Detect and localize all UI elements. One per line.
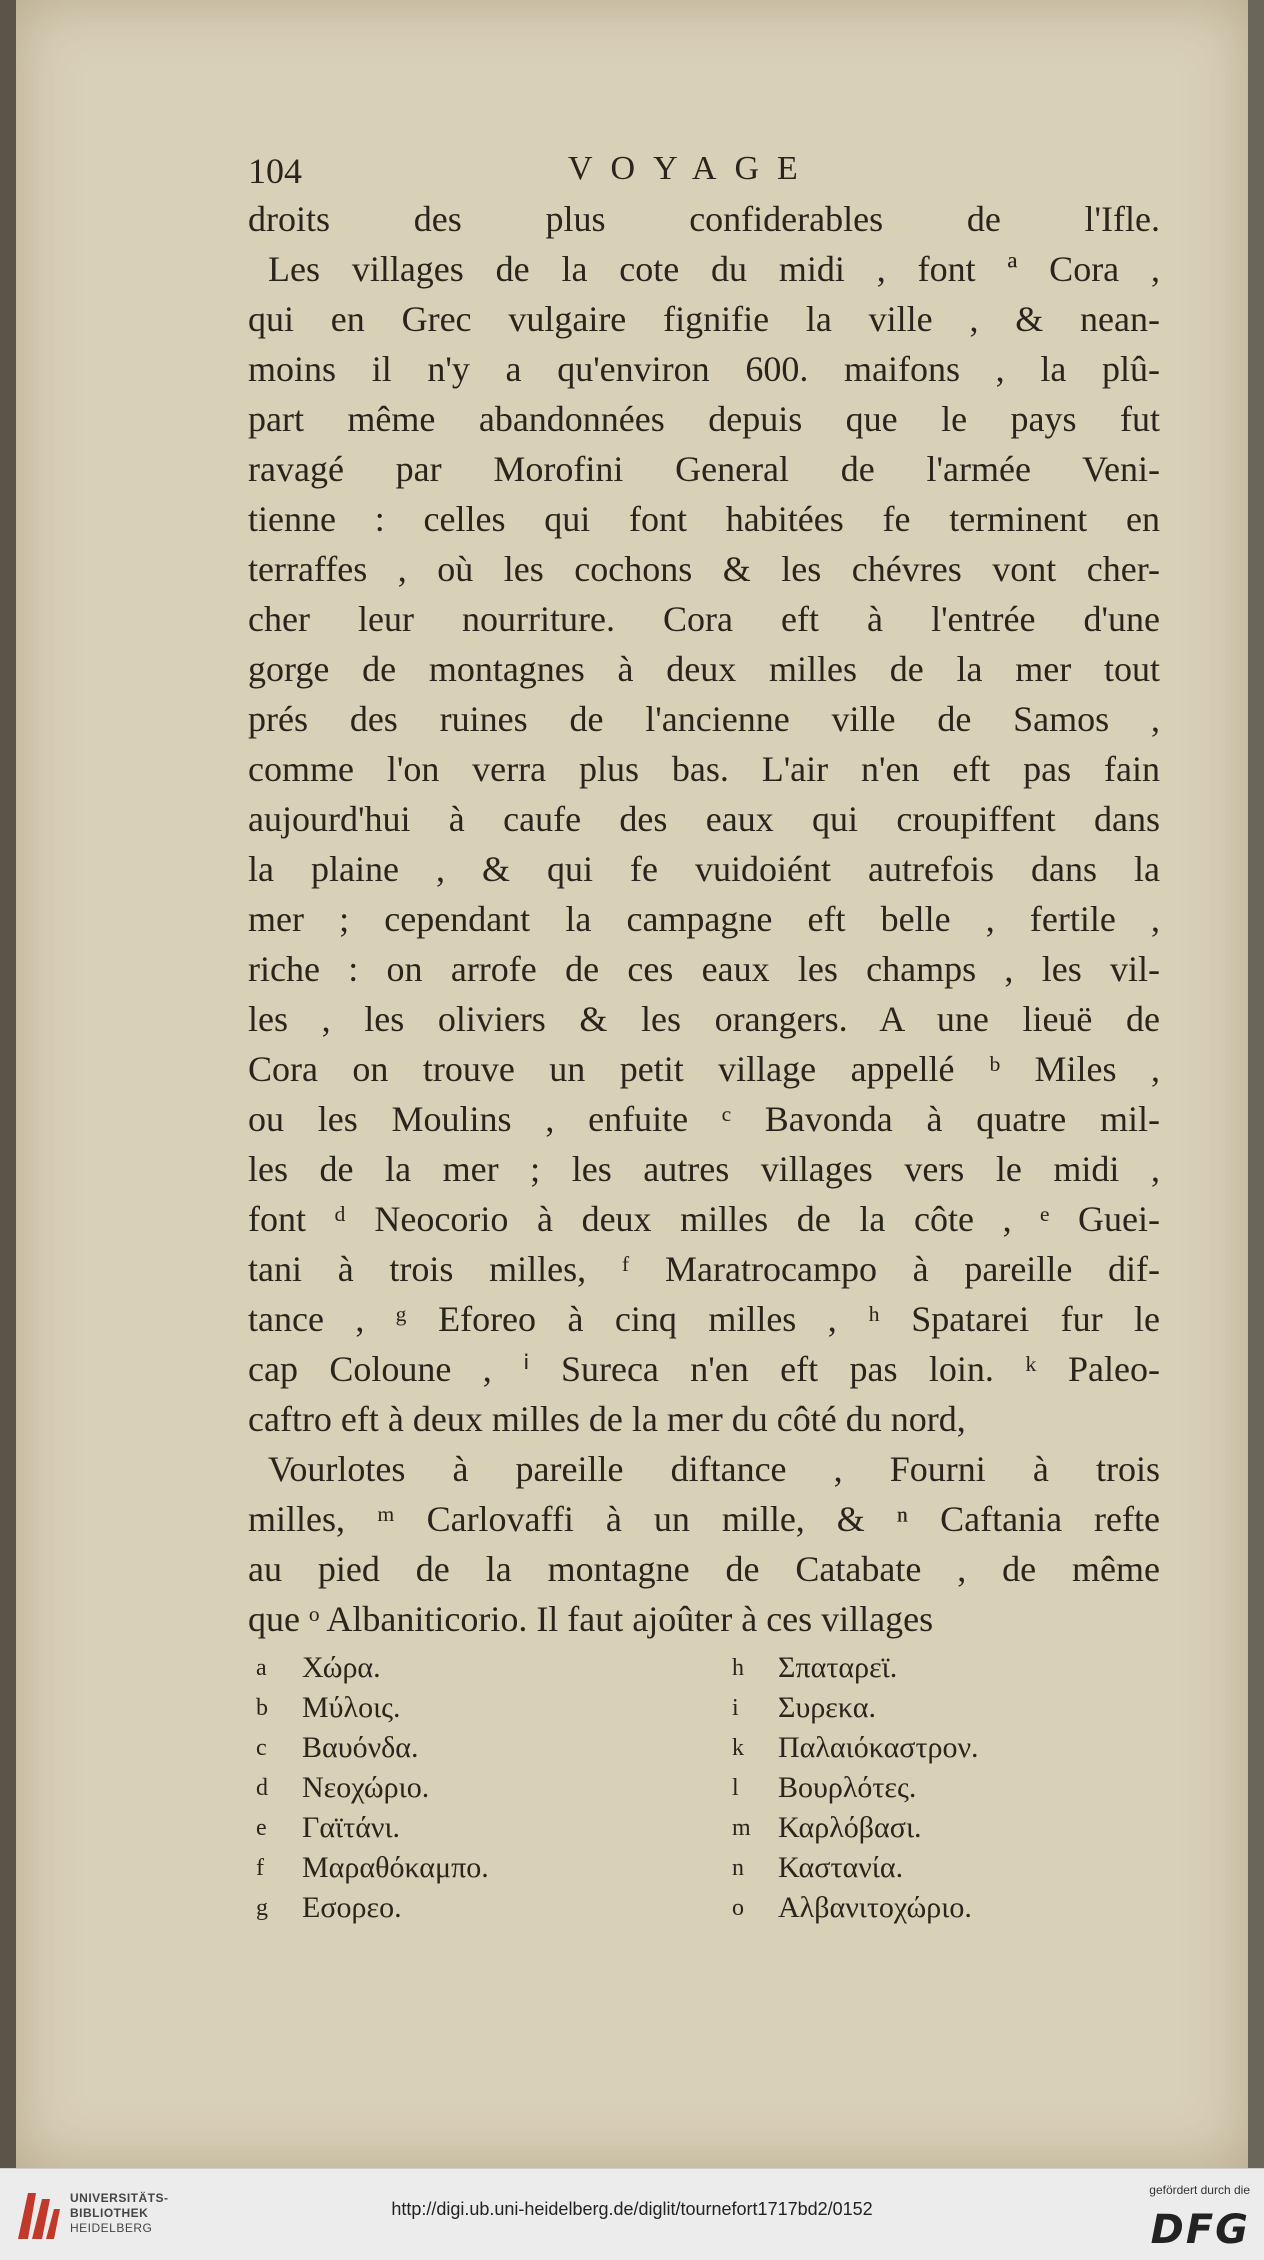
text-line: caftro eft à deux milles de la mer du côté du nord, (248, 1399, 966, 1439)
footnote (732, 1648, 1162, 1688)
text-line: ou les Moulins , enfuite ᶜ Bavonda à quatre mil- (248, 1099, 1160, 1139)
footnote (732, 1848, 1162, 1888)
footnote (256, 1768, 686, 1808)
text-line: cher leur nourriture. Cora eft à l'entrée d'une (248, 599, 1160, 639)
text-line: mer ; cependant la campagne eft belle , fertile , (248, 899, 1160, 939)
text-line: que ᵒ Albaniticorio. Il faut ajoûter à ces villages (248, 1599, 934, 1639)
text-line: Vourlotes à pareille diftance , Fourni à trois (268, 1449, 1160, 1489)
footnote-letter: d (256, 1775, 268, 1801)
footnote-text: Νεοχώριο. (302, 1771, 430, 1804)
footnote-text: Χώρα. (302, 1651, 381, 1684)
text-line: moins il n'y a qu'environ 600. maifons , la plû- (248, 349, 1160, 389)
footnote (732, 1728, 1162, 1768)
body-text (248, 194, 1160, 1644)
footnote (256, 1648, 686, 1688)
text-line: aujourd'hui à caufe des eaux qui croupiffent dans (248, 799, 1160, 839)
footnote-text: Παλαιόκαστρον. (778, 1731, 979, 1764)
footnote-letter: m (732, 1815, 751, 1841)
footnote-text: Μαραθόκαμπο. (302, 1851, 489, 1884)
footnote-text: Μύλοις. (302, 1691, 401, 1724)
dfg-logo[interactable]: DFG (1150, 2207, 1250, 2253)
text-line: au pied de la montagne de Catabate , de même (248, 1549, 1160, 1589)
funded-by-label: gefördert durch die (1149, 2183, 1250, 2197)
text-line: les de la mer ; les autres villages vers le midi , (248, 1149, 1160, 1189)
footnote (732, 1888, 1162, 1928)
footnotes-left (256, 1648, 686, 1928)
footnote-text: Βουρλότες. (778, 1771, 917, 1804)
footnote (256, 1848, 686, 1888)
page-edge-right (1248, 0, 1264, 2168)
viewer-footer (0, 2168, 1264, 2260)
footnote (256, 1688, 686, 1728)
footnote (732, 1808, 1162, 1848)
running-title: VOYAGE (568, 150, 816, 187)
footnotes-right (732, 1648, 1162, 1928)
footnote-letter: h (732, 1655, 744, 1681)
footnote (256, 1808, 686, 1848)
library-name-line: BIBLIOTHEK (70, 2206, 149, 2220)
footnote-text: Εσορεο. (302, 1891, 402, 1924)
footnote-letter: b (256, 1695, 268, 1721)
text-line: ravagé par Morofini General de l'armée Veni- (248, 449, 1160, 489)
library-name-line: HEIDELBERG (70, 2221, 153, 2235)
footnote-text: Γαϊτάνι. (302, 1811, 401, 1844)
footnote-text: Καστανία. (778, 1851, 904, 1884)
text-line: riche : on arrofe de ces eaux les champs , les vil- (248, 949, 1160, 989)
text-line: prés des ruines de l'ancienne ville de Samos , (248, 699, 1160, 739)
footnote-letter: g (256, 1895, 268, 1921)
footnote-text: Αλβανιτοχώριο. (778, 1891, 972, 1924)
footnote-text: Βαυόνδα. (302, 1731, 419, 1764)
footnote-letter: o (732, 1895, 744, 1921)
footnote (256, 1888, 686, 1928)
permalink-url[interactable]: http://digi.ub.uni-heidelberg.de/diglit/tournefort1717bd2/0152 (391, 2199, 873, 2219)
text-line: la plaine , & qui fe vuidoiént autrefois dans la (248, 849, 1160, 889)
text-line: Cora on trouve un petit village appellé ᵇ Miles , (248, 1049, 1160, 1089)
text-line: gorge de montagnes à deux milles de la mer tout (248, 649, 1160, 689)
footnote (732, 1768, 1162, 1808)
footnote-text: Σπαταρεϊ. (778, 1651, 898, 1684)
text-line: droits des plus confiderables de l'Ifle. (248, 199, 1160, 239)
footnote (256, 1728, 686, 1768)
text-line: milles, ᵐ Carlovaffi à un mille, & ⁿ Caftania refte (248, 1499, 1160, 1539)
page-edge-left (0, 0, 16, 2168)
text-line: tance , ᵍ Eforeo à cinq milles , ʰ Spatarei fur le (248, 1299, 1160, 1339)
book-page (16, 0, 1248, 2168)
text-line: part même abandonnées depuis que le pays fut (248, 399, 1160, 439)
text-line: cap Coloune , ⁱ Sureca n'en eft pas loin. ᵏ Paleo- (248, 1349, 1160, 1389)
footnote-letter: k (732, 1735, 744, 1761)
page-header (248, 150, 968, 194)
text-line: terraffes , où les cochons & les chévres vont cher- (248, 549, 1160, 589)
text-line: tani à trois milles, ᶠ Maratrocampo à pareille dif- (248, 1249, 1160, 1289)
library-name-line: UNIVERSITÄTS- (70, 2191, 169, 2205)
footnote-letter: l (732, 1775, 739, 1801)
text-line: font ᵈ Neocorio à deux milles de la côte , ᵉ Guei- (248, 1199, 1160, 1239)
footnote-letter: a (256, 1655, 267, 1681)
text-line: comme l'on verra plus bas. L'air n'en eft pas fain (248, 749, 1160, 789)
page-number: 104 (248, 151, 302, 191)
footnote-letter: n (732, 1855, 744, 1881)
footnote-text: Συρεκα. (778, 1691, 876, 1724)
footnote-letter: f (256, 1855, 264, 1881)
footnote-letter: e (256, 1815, 267, 1841)
text-line: tienne : celles qui font habitées fe terminent en (248, 499, 1160, 539)
footnote-letter: i (732, 1695, 739, 1721)
footnote-text: Καρλόβασι. (778, 1811, 922, 1844)
text-line: les , les oliviers & les orangers. A une lieuë de (248, 999, 1160, 1039)
text-line: qui en Grec vulgaire fignifie la ville , & nean- (248, 299, 1160, 339)
text-line: Les villages de la cote du midi , font ª Cora , (268, 249, 1160, 289)
footnote-letter: c (256, 1735, 267, 1761)
footnote (732, 1688, 1162, 1728)
